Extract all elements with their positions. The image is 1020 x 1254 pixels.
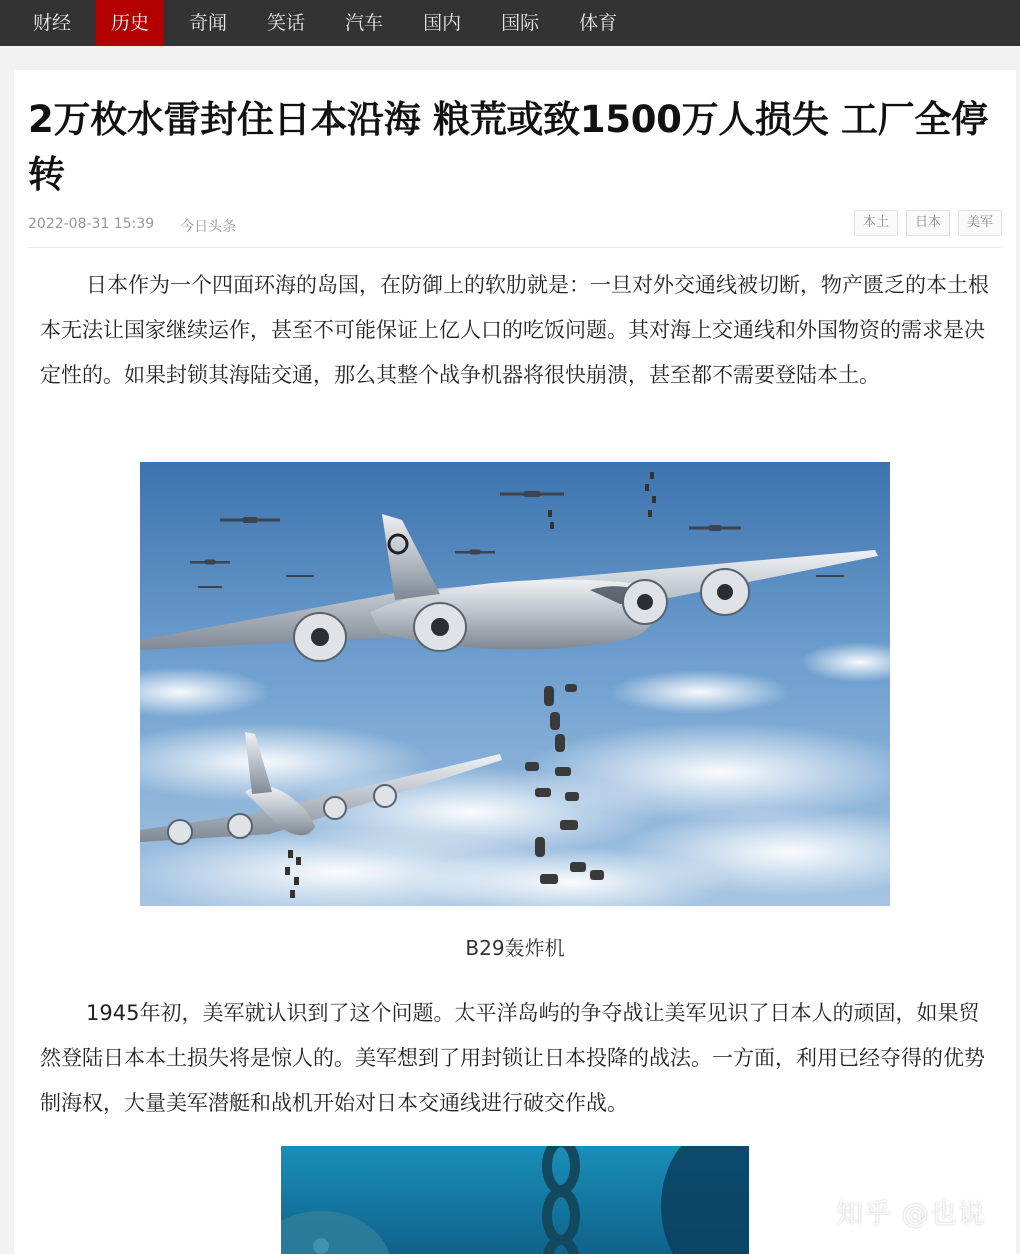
publish-date: 2022-08-31 15:39 (28, 216, 155, 232)
nav-item-history[interactable]: 历史 (96, 0, 164, 46)
article-card (14, 70, 1016, 1254)
article-paragraph: 日本作为一个四面环海的岛国，在防御上的软肋就是：一旦对外交通线被切断，物产匮乏的本土根本无法让国家继续运作，甚至不可能保证上亿人口的吃饭问题。其对海上交通线和外国物资的需求是决定性的。如果封锁其海陆交通，那么其整个战争机器将很快崩溃，甚至都不需要登陆本土。 (40, 273, 989, 387)
nav-item-finance[interactable]: 财经 (33, 12, 72, 34)
article-paragraph: 1945年初，美军就认识到了这个问题。太平洋岛屿的争夺战让美军见识了日本人的顽固，如果贸然登陆日本本土损失将是惊人的。美军想到了用封锁让日本投降的战法。一方面，利用已经夺得的优势制海权，大量美军潜艇和战机开始对日本交通线进行破交作战。 (40, 1001, 985, 1115)
nav-item-international[interactable]: 国际 (501, 12, 540, 34)
tag-list (854, 210, 1002, 236)
divider (28, 247, 1002, 248)
tag-item[interactable]: 本土 (854, 210, 898, 236)
nav-item-domestic[interactable]: 国内 (423, 12, 462, 34)
article-meta (28, 216, 236, 236)
top-nav-bar (0, 0, 1020, 46)
b29-bomber-image (140, 462, 890, 906)
article-source[interactable]: 今日头条 (180, 219, 237, 235)
sea-mine-image (281, 1146, 749, 1254)
nav-item-autos[interactable]: 汽车 (345, 12, 384, 34)
image-caption: B29轰炸机 (465, 936, 565, 960)
nav-item-cut[interactable] (0, 0, 8, 46)
article-title: 2万枚水雷封住日本沿海 粮荒或致1500万人损失 工厂全停转 (28, 98, 988, 196)
tag-item[interactable]: 日本 (906, 210, 950, 236)
nav-item-jokes[interactable]: 笑话 (267, 12, 306, 34)
zhihu-watermark: 知乎 @也说 (836, 1199, 986, 1230)
tag-item[interactable]: 美军 (958, 210, 1002, 236)
nav-item-oddities[interactable]: 奇闻 (189, 12, 228, 34)
nav-item-sports[interactable]: 体育 (579, 12, 618, 34)
